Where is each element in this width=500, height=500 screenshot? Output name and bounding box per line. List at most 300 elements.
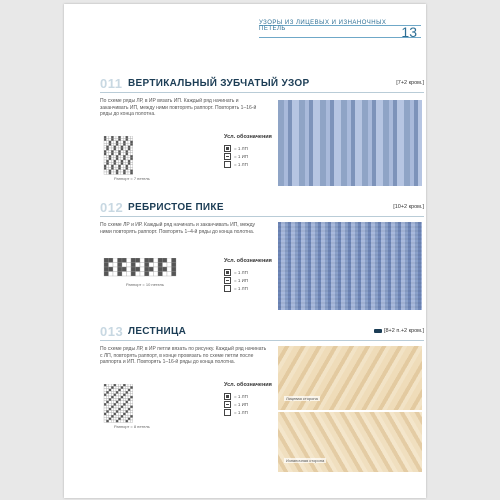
chart-cell [126,158,128,160]
chart-cell [111,415,113,417]
chart-cell [106,170,108,172]
cast-on-count: [10+2 кром.] [393,204,424,210]
chart-cell [123,172,125,174]
chart-cell [130,138,132,140]
chart-cell [118,418,120,420]
chart-cell [109,263,114,268]
chart-cell [123,401,125,403]
chart-cell [121,394,123,396]
chart-cell [118,148,120,150]
chart-caption: Раппорт = 10 петель [126,282,164,287]
chart-cell [106,167,108,169]
chart-cell [109,148,111,150]
chart-cell [126,410,128,412]
chart-cell [123,391,125,393]
chart-cell [121,415,123,417]
section-rule [100,340,424,341]
chart-cell [172,272,177,277]
chart-cell [121,148,123,150]
legend-row: = 1 ЛП [224,144,272,152]
chart-cell [123,394,125,396]
chart-cell [126,408,128,410]
chart-cell [167,263,172,268]
chart-cell [128,138,130,140]
chart-cell [140,267,145,272]
photo-label: Изнаночная сторона [286,458,325,463]
chart-cell [111,420,113,422]
section-number: 012 [100,200,124,215]
chart-cell [118,267,123,272]
chart-cell [122,258,127,263]
chart-cell [126,384,128,386]
legend [224,382,272,416]
chart-cell [118,263,123,268]
chart-cell [126,418,128,420]
pattern-photo [278,100,422,186]
chart-cell [104,258,109,263]
chart-cell [104,406,106,408]
pattern-photo-wrong-side [278,412,422,472]
chart-cell [123,170,125,172]
chart-cell [118,155,120,157]
chart-cell [104,167,106,169]
chart-cell [163,272,168,277]
section-number: 011 [100,76,123,91]
chart-cell [106,398,108,400]
chart-cell [123,148,125,150]
pattern-section-011 [100,76,424,188]
chart-cell [106,415,108,417]
chart-cell [116,386,118,388]
chart-cell [121,406,123,408]
chart-cell [130,413,132,415]
chart-cell [130,143,132,145]
chart-cell [106,162,108,164]
chart-cell [121,410,123,412]
chart-cell [130,406,132,408]
chart-cell [109,136,111,138]
chart-cell [127,272,132,277]
legend-row: = 1 ИП [224,400,272,408]
chart-cell [109,418,111,420]
chart-cell [109,155,111,157]
chart-cell [126,141,128,143]
chart-cell [123,403,125,405]
chart-cell [130,389,132,391]
chart-cell [114,141,116,143]
chart-cell [116,148,118,150]
chart-cell [121,162,123,164]
chart-cell [128,384,130,386]
chart-cell [111,165,113,167]
chart-cell [116,167,118,169]
chart-cell [128,158,130,160]
chart-cell [136,267,141,272]
chart-cell [109,389,111,391]
chart-cell [128,153,130,155]
chart-cell [128,401,130,403]
chart-cell [104,136,106,138]
chart-cell [118,384,120,386]
chart-cell [114,391,116,393]
chart-cell [136,272,141,277]
chart-cell [114,143,116,145]
chart-cell [130,160,132,162]
chart-cell [116,396,118,398]
chart-cell [106,406,108,408]
chart-cell [111,148,113,150]
chart-cell [130,396,132,398]
chart-cell [116,406,118,408]
chart-cell [104,263,109,268]
chart-cell [106,418,108,420]
chart-cell [118,172,120,174]
chart-cell [130,401,132,403]
photo-label: Лицевая сторона [286,396,318,401]
chart-cell [111,398,113,400]
chart-cell [126,398,128,400]
chart-cell [109,146,111,148]
pattern-photo [278,222,422,310]
chart-cell [149,267,154,272]
legend-title: Усл. обозначения [224,134,272,140]
chart-cell [114,398,116,400]
chart-cell [111,160,113,162]
chart-cell [128,389,130,391]
chart-cell [106,153,108,155]
chart-cell [116,162,118,164]
chart-cell [104,396,106,398]
chart-cell [104,148,106,150]
chart-cell [121,403,123,405]
chart-cell [114,408,116,410]
chart-cell [104,401,106,403]
chart-cell [145,272,150,277]
chart-cell [145,267,150,272]
legend-row: = 1 ЛП [224,284,272,292]
chart-cell [118,165,120,167]
chart-cell [114,396,116,398]
chart-cell [130,398,132,400]
chart-cell [109,401,111,403]
chart-cell [118,406,120,408]
chart-cell [121,136,123,138]
chart-cell [111,391,113,393]
chart-cell [106,136,108,138]
chart-cell [158,267,163,272]
knit-stitch-icon [224,145,231,152]
chart-cell [126,413,128,415]
chart-cell [130,418,132,420]
chart-cell [109,153,111,155]
chart-cell [106,158,108,160]
chart-cell [109,160,111,162]
chart-cell [121,170,123,172]
chart-cell [109,267,114,272]
chart-cell [114,170,116,172]
purl-stitch-icon [224,153,231,160]
chart-cell [109,138,111,140]
chart-cell [111,394,113,396]
chart-cell [114,389,116,391]
chart-cell [109,398,111,400]
chart-cell [128,403,130,405]
chart-cell [116,150,118,152]
chart-cell [116,138,118,140]
knit-stitch-icon [224,393,231,400]
chart-cell [109,386,111,388]
chart-cell [126,165,128,167]
chart-cell [118,170,120,172]
section-header [100,76,424,90]
chart-cell [118,162,120,164]
chart-cell [123,138,125,140]
chart-cell [106,401,108,403]
chart-cell [123,153,125,155]
chart-cell [106,165,108,167]
chart-cell [114,167,116,169]
chart-cell [113,272,118,277]
chart-cell [121,172,123,174]
chart-cell [123,167,125,169]
chart-cell [130,420,132,422]
chart-cell [136,263,141,268]
chart-cell [121,138,123,140]
chart-cell [126,150,128,152]
chart-cell [121,167,123,169]
chart-cell [111,143,113,145]
chart-cell [106,420,108,422]
chart-cell [126,155,128,157]
chart-cell [116,153,118,155]
chart-cell [118,415,120,417]
purl-stitch-icon [224,401,231,408]
chart-cell [121,150,123,152]
page-header [259,12,421,38]
chart-cell [114,418,116,420]
chart-cell [121,160,123,162]
chart-cell [136,258,141,263]
chart-cell [114,403,116,405]
chart-cell [109,150,111,152]
chart-cell [123,143,125,145]
chart-cell [126,167,128,169]
chart-cell [109,406,111,408]
chart-cell [123,141,125,143]
chart-cell [121,141,123,143]
chart-cell [111,389,113,391]
chart-cell [121,165,123,167]
chart-cell [121,143,123,145]
chart-cell [126,396,128,398]
chart-cell [128,413,130,415]
chart-cell [116,141,118,143]
chart-cell [111,167,113,169]
chart-cell [104,162,106,164]
chart-cell [114,150,116,152]
chart-cell [111,396,113,398]
legend-row: = 1 ЛП [224,268,272,276]
chart-cell [131,267,136,272]
chart-cell [111,172,113,174]
section-description: По схеме ряды ЛР, в ИР вязать ИП. Каждый ряд начинать и заканчивать ИП, между ними повторять раппорт. Повторять 1–16-й ряды до конца полотна. [100,98,257,117]
chart-cell [114,136,116,138]
chart-cell [128,165,130,167]
chart-cell [145,263,150,268]
chart-cell [111,384,113,386]
chart-cell [104,408,106,410]
chart-cell [118,160,120,162]
chart-cell [128,150,130,152]
chart-cell [121,389,123,391]
chart-cell [128,410,130,412]
chart-cell [116,136,118,138]
chart-cell [111,162,113,164]
chart-cell [114,406,116,408]
chart-cell [106,403,108,405]
chart-cell [130,415,132,417]
chart-cell [121,418,123,420]
chart-cell [114,148,116,150]
chart-cell [118,413,120,415]
chart-cell [111,141,113,143]
chart-cell [104,420,106,422]
legend-title: Усл. обозначения [224,258,272,264]
chart-cell [123,420,125,422]
chart-cell [114,153,116,155]
chart-cell [106,138,108,140]
chart-cell [145,258,150,263]
chart-cell [116,160,118,162]
chart-cell [128,415,130,417]
chart-cell [111,138,113,140]
chart-cell [114,155,116,157]
chart-cell [126,394,128,396]
chart-cell [111,410,113,412]
chart-cell [109,410,111,412]
chart-cell [130,165,132,167]
chart-cell [123,418,125,420]
chart-cell [106,410,108,412]
chart-cell [114,146,116,148]
chart-cell [109,170,111,172]
chart-cell [111,401,113,403]
chart-cell [128,170,130,172]
pattern-photo-right-side [278,346,422,410]
section-header [100,324,424,338]
chart-cell [118,167,120,169]
chart-cell [116,146,118,148]
chart-cell [140,263,145,268]
chart-cell [116,415,118,417]
chart-cell [163,263,168,268]
chart-cell [113,263,118,268]
chart-cell [109,396,111,398]
chart-cell [116,172,118,174]
chart-cell [116,413,118,415]
chart-cell [116,389,118,391]
chart-cell [130,146,132,148]
section-rule [100,92,424,93]
chart-cell [123,410,125,412]
chart-cell [106,413,108,415]
chart-cell [118,272,123,277]
chart-cell [118,153,120,155]
chart-cell [127,267,132,272]
chart-cell [123,406,125,408]
chart-cell [128,160,130,162]
chart-cell [128,155,130,157]
chart-cell [167,267,172,272]
chart-cell [109,272,114,277]
chart-cell [104,398,106,400]
chart-cell [127,258,132,263]
chart-cell [123,165,125,167]
chart-cell [158,272,163,277]
chart-cell [126,146,128,148]
chart-cell [118,143,120,145]
legend-row: = 1 ИП [224,152,272,160]
chart-cell [130,410,132,412]
chart-cell [121,386,123,388]
chart-cell [128,136,130,138]
legend [224,134,272,168]
chart-cell [118,410,120,412]
chart-cell [104,413,106,415]
chart-cell [118,401,120,403]
chart-cell [116,158,118,160]
chart-cell [104,389,106,391]
chart-cell [111,413,113,415]
section-header [100,200,424,214]
chart-cell [130,391,132,393]
pattern-section-013 [100,324,424,472]
knitting-chart [100,136,166,176]
chart-cell [118,396,120,398]
chart-cell [154,272,159,277]
chart-cell [123,160,125,162]
chart-cell [116,420,118,422]
chart-cell [126,153,128,155]
chart-cell [128,420,130,422]
chart-cell [158,263,163,268]
chart-cell [114,413,116,415]
chart-cell [140,272,145,277]
chart-cell [111,386,113,388]
chart-cell [126,148,128,150]
chart-cell [123,158,125,160]
chart-cell [121,153,123,155]
chart-cell [113,267,118,272]
chart-cell [128,386,130,388]
chart-cell [114,384,116,386]
chart-cell [126,136,128,138]
chart-cell [128,391,130,393]
chart-cell [130,384,132,386]
chart-cell [140,258,145,263]
chart-cell [106,391,108,393]
chart-cell [109,258,114,263]
chart-cell [104,170,106,172]
section-title: ВЕРТИКАЛЬНЫЙ ЗУБЧАТЫЙ УЗОР [128,78,310,89]
cast-on-count: [7+2 кром.] [396,80,424,86]
chart-cell [130,141,132,143]
chart-cell [106,408,108,410]
chart-cell [106,396,108,398]
chart-cell [109,391,111,393]
knitting-chart [100,258,182,280]
knitting-chart [100,384,166,424]
